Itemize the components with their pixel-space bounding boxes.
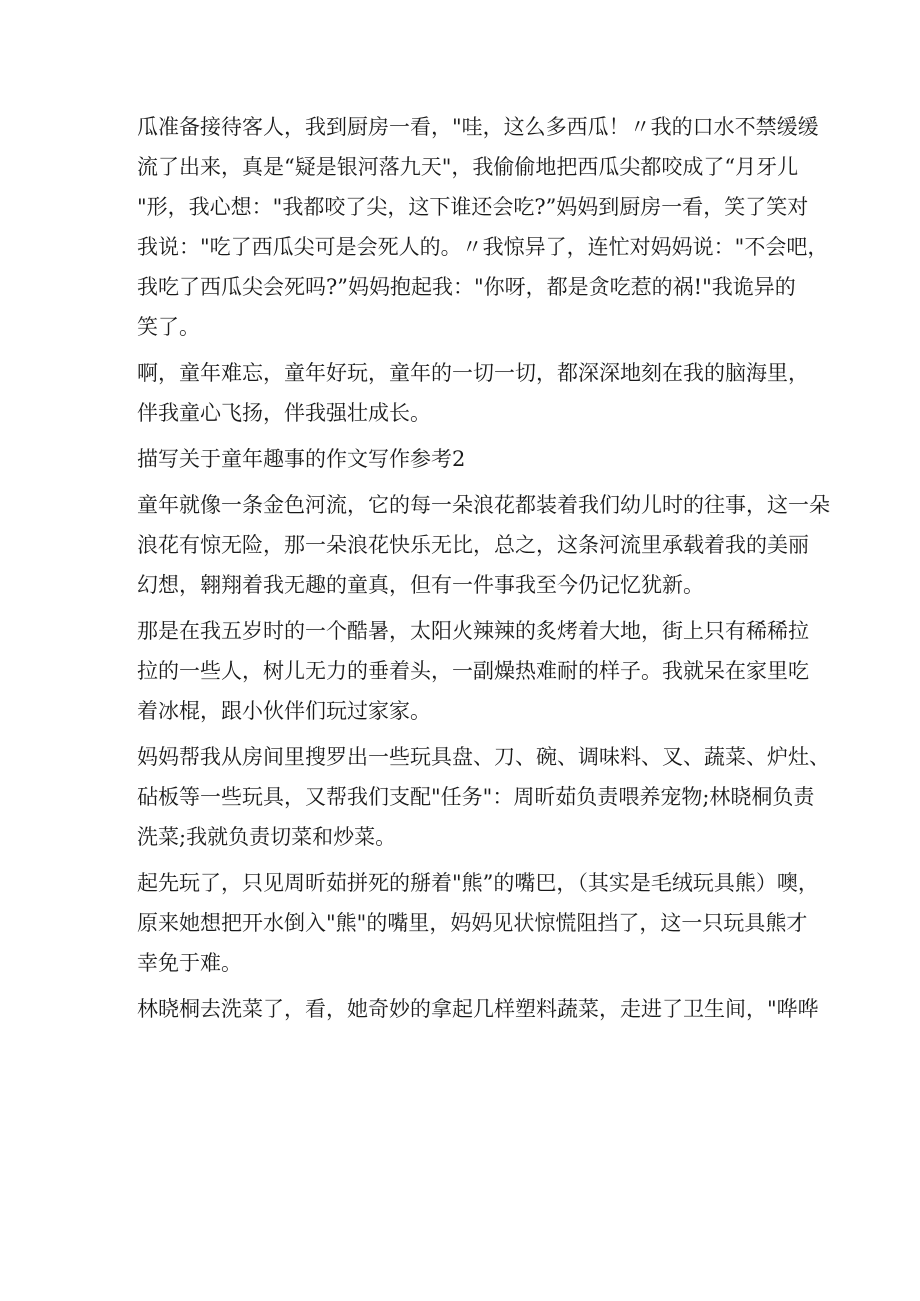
text-line: 瓜准备接待客人，我到厨房一看，"哇，这么多西瓜！〃我的口水不禁缓缓 [137,115,819,139]
text-line: 砧板等一些玩具，又帮我们支配"任务"：周昕茹负责喂养宠物;林晓桐负责 [137,785,815,809]
text-line: 流了出来，真是“疑是银河落九天"，我偷偷地把西瓜尖都咬成了“月牙儿 [137,155,799,179]
text-line: 幸免于难。 [137,951,242,975]
text-line: 林晓桐去洗菜了，看，她奇妙的拿起几样塑料蔬菜，走进了卫生间，"哗哗 [137,997,819,1021]
text-line: 童年就像一条金色河流，它的每一朵浪花都装着我们幼儿时的往事，这一朵 [137,493,830,517]
document-body [137,107,830,1029]
paragraph-toys [137,737,830,857]
text-line: 洗菜;我就负责切菜和炒菜。 [137,825,397,849]
text-line: 着冰棍，跟小伙伴们玩过家家。 [137,699,431,723]
paragraph-washing-vegetables [137,989,817,1029]
paragraph-conclusion [137,353,817,433]
paragraph-summer-day [137,611,817,731]
text-line: 浪花有惊无险，那一朵浪花快乐无比，总之，这条河流里承载着我的美丽 [137,533,809,557]
text-line: 原来她想把开水倒入"熊"的嘴里，妈妈见状惊慌阻挡了，这一只玩具熊才 [137,911,808,935]
text-line: "形，我心想："我都咬了尖，这下谁还会吃?”妈妈到厨房一看，笑了笑对 [137,195,809,219]
text-line: 啊，童年难忘，童年好玩，童年的一切一切，都深深地刻在我的脑海里， [137,361,809,385]
text-line: 起先玩了，只见周昕茹拼死的掰着"熊”的嘴巴，（其实是毛绒玩具熊）噢， [137,871,819,895]
paragraph-bear [137,863,817,983]
text-line: 我吃了西瓜尖会死吗?”妈妈抱起我："你呀，都是贪吃惹的祸!"我诡异的 [137,275,796,299]
text-line: 伴我童心飞扬，伴我强壮成长。 [137,401,431,425]
section-heading [137,439,817,479]
paragraph-watermelon-story [137,107,829,347]
heading-line: 描写关于童年趣事的作文写作参考2 [137,447,466,471]
text-line: 幻想，翱翔着我无趣的童真，但有一件事我至今仍记忆犹新。 [137,573,704,597]
text-line: 我说："吃了西瓜尖可是会死人的。〃我惊异了，连忙对妈妈说："不会吧， [137,235,829,259]
paragraph-intro [137,485,830,605]
text-line: 拉的一些人，树儿无力的垂着头，一副燥热难耐的样子。我就呆在家里吃 [137,659,809,683]
text-line: 笑了。 [137,315,200,339]
text-line: 那是在我五岁时的一个酷暑，太阳火辣辣的炙烤着大地，街上只有稀稀拉 [137,619,809,643]
text-line: 妈妈帮我从房间里搜罗出一些玩具盘、刀、碗、调味料、叉、蔬菜、炉灶、 [137,745,830,769]
